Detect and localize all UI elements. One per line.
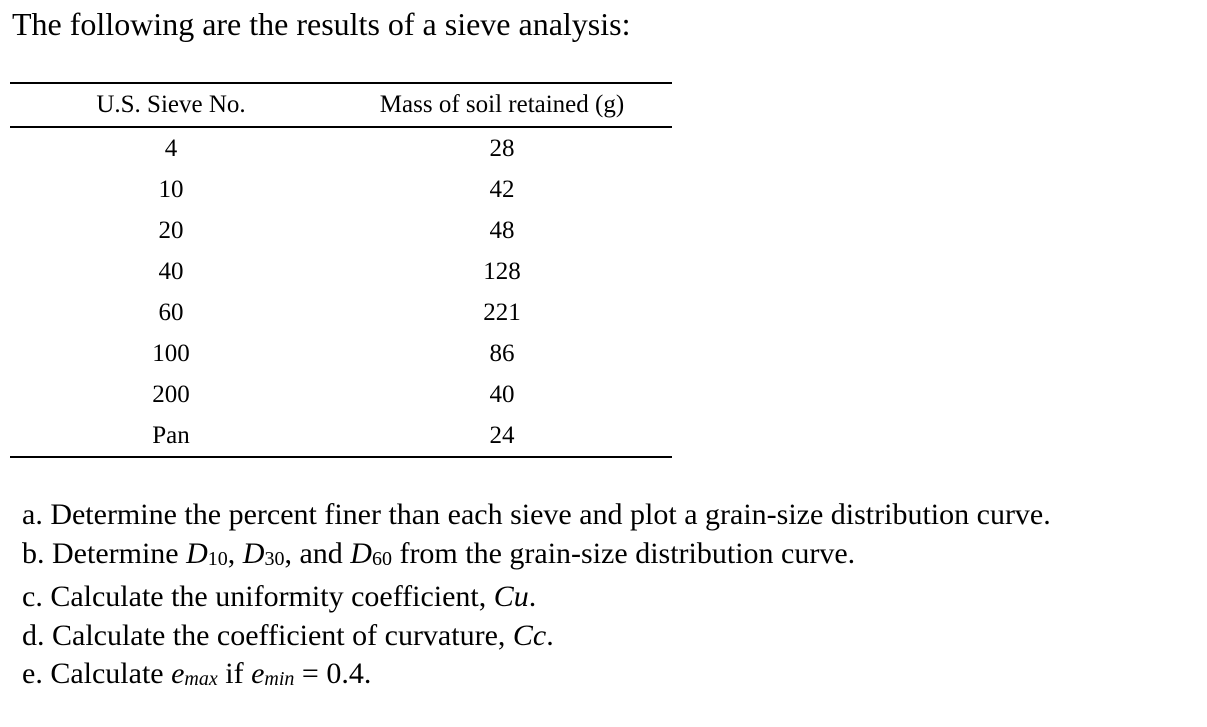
header-sieve-no: U.S. Sieve No. [96, 91, 246, 118]
mass-retained-cell: 28 [489, 134, 515, 162]
cu-symbol: Cu [493, 580, 529, 613]
d60-symbol: D [350, 536, 372, 570]
table-header-row [10, 83, 672, 127]
table-row [10, 210, 672, 251]
question-d-suffix: . [546, 618, 554, 652]
question-e-suffix: = 0.4. [294, 657, 372, 690]
question-b-sep2: , and [284, 536, 351, 570]
sieve-number-cell: Pan [152, 421, 190, 449]
d30-symbol: D [242, 536, 265, 570]
sieve-number-cell: 4 [164, 134, 178, 162]
question-c-suffix: . [528, 580, 537, 613]
sieve-number-cell: 20 [158, 216, 184, 244]
mass-retained-cell: 40 [489, 380, 515, 408]
table-row [10, 292, 672, 333]
mass-retained-cell: 221 [483, 298, 521, 326]
sieve-number-cell: 60 [158, 298, 184, 326]
question-e-mid: if [217, 657, 252, 690]
mass-retained-cell: 128 [483, 257, 521, 285]
d30-subscript: 30 [264, 547, 285, 570]
sieve-number-cell: 40 [158, 257, 184, 285]
question-b-sep1: , [227, 536, 243, 570]
sieve-number-cell: 100 [152, 339, 190, 367]
sieve-number-cell: 10 [158, 175, 184, 203]
table-row [10, 127, 672, 169]
header-mass-retained: Mass of soil retained (g) [379, 91, 625, 118]
question-b-prefix: b. Determine [22, 536, 187, 570]
question-a: a. Determine the percent finer than each sieve and plot a grain-size distribution curve. [22, 498, 1051, 531]
question-list [22, 496, 1051, 699]
emax-symbol: e [171, 657, 185, 690]
sieve-analysis-table [10, 82, 672, 458]
sieve-number-cell: 200 [152, 380, 190, 408]
table-row [10, 251, 672, 292]
table-row [10, 169, 672, 210]
question-e [22, 655, 1051, 699]
question-c-prefix: c. Calculate the uniformity coefficient, [22, 580, 494, 613]
d10-subscript: 10 [207, 547, 228, 570]
question-d [22, 617, 1051, 656]
mass-retained-cell: 42 [489, 175, 515, 203]
question-b [22, 535, 1051, 579]
mass-retained-cell: 24 [489, 421, 515, 449]
problem-intro: The following are the results of a sieve analysis: [12, 6, 631, 42]
table-row [10, 333, 672, 374]
emin-symbol: e [251, 657, 265, 690]
table-row [10, 415, 672, 457]
table-row [10, 374, 672, 415]
question-b-suffix: from the grain-size distribution curve. [391, 536, 856, 570]
question-e-prefix: e. Calculate [22, 657, 172, 690]
mass-retained-cell: 48 [489, 216, 515, 244]
question-c [22, 578, 1051, 617]
d10-symbol: D [186, 536, 208, 570]
emin-subscript: min [264, 668, 295, 690]
cc-symbol: Cc [512, 618, 547, 652]
sieve-table-container [10, 82, 672, 458]
question-d-prefix: d. Calculate the coefficient of curvature, [22, 618, 513, 652]
emax-subscript: max [184, 668, 218, 690]
d60-subscript: 60 [371, 547, 392, 570]
mass-retained-cell: 86 [489, 339, 515, 367]
